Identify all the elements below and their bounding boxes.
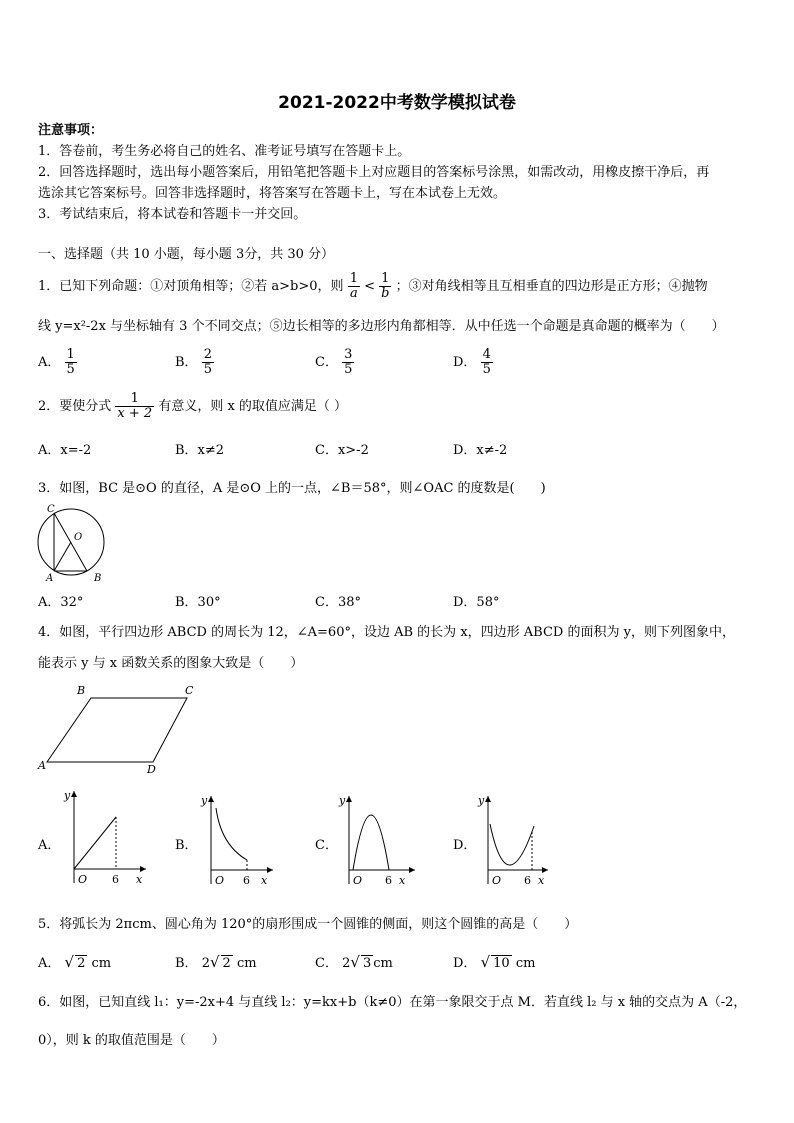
graph-origin: O bbox=[78, 873, 88, 886]
label-a: A bbox=[46, 573, 54, 584]
radicand: 2 bbox=[222, 956, 231, 971]
q3-option-b[interactable]: B．30° bbox=[175, 595, 221, 610]
question-3: 3．如图，BC 是⊙O 的直径，A 是⊙O 上的一点，∠B＝58°，则∠OAC 的度数是( ) bbox=[38, 481, 546, 496]
notice-item-1: 1．答卷前，考生务必将自己的姓名、准考证号填写在答题卡上。 bbox=[38, 144, 411, 159]
q1-less-than: < bbox=[364, 279, 376, 294]
fraction-denominator: 5 bbox=[66, 362, 75, 377]
graph-origin: O bbox=[353, 874, 363, 887]
option-letter: D． bbox=[453, 355, 477, 370]
q1-option-b[interactable] bbox=[175, 348, 214, 377]
q4-option-d[interactable]: D． bbox=[453, 838, 477, 853]
graph-tick-6: 6 bbox=[243, 874, 250, 887]
option-letter: C． bbox=[315, 355, 338, 370]
option-letter: B． bbox=[175, 956, 198, 971]
graph-b bbox=[197, 790, 277, 890]
parallelogram-figure bbox=[34, 682, 204, 777]
fraction-numerator: 1 bbox=[66, 347, 75, 362]
option-letter: C． bbox=[315, 956, 338, 971]
q4-option-b[interactable]: B． bbox=[175, 838, 198, 853]
q5-option-d[interactable] bbox=[453, 953, 535, 973]
sqrt-icon: √ bbox=[209, 953, 220, 971]
q3-option-a[interactable]: A．32° bbox=[38, 595, 84, 610]
q1-fraction-1b bbox=[379, 272, 391, 301]
option-letter: A． bbox=[38, 355, 61, 370]
option-letter: B． bbox=[175, 355, 198, 370]
sqrt-icon: √ bbox=[350, 953, 360, 971]
label-a: A bbox=[38, 759, 46, 772]
graph-y-label: y bbox=[64, 789, 71, 802]
graph-origin: O bbox=[215, 874, 225, 887]
radicand: 2 bbox=[77, 956, 86, 971]
circle-figure bbox=[34, 500, 114, 588]
label-o: O bbox=[74, 532, 83, 543]
question-4-line-1: 4．如图，平行四边形 ABCD 的周长为 12，∠A=60°，设边 AB 的长为 x，四边形 ABCD 的面积为 y，则下列图象中， bbox=[38, 625, 735, 640]
q5-option-c[interactable] bbox=[315, 953, 393, 973]
fraction-numerator: 3 bbox=[344, 347, 353, 362]
q5-option-b[interactable] bbox=[175, 953, 257, 973]
question-6-line-2: 0），则 k 的取值范围是（ ） bbox=[38, 1033, 225, 1048]
option-letter: D． bbox=[453, 956, 477, 971]
fraction-denominator: a bbox=[349, 286, 358, 301]
q4-option-c[interactable]: C． bbox=[315, 838, 338, 853]
graph-x-label: x bbox=[261, 874, 268, 887]
sqrt-icon: √ bbox=[64, 953, 75, 971]
q1-text-b: ；③对角线相等且互相垂直的四边形是正方形；④抛物 bbox=[395, 279, 708, 294]
q2-prefix: 2．要使分式 bbox=[38, 399, 112, 414]
graph-origin: O bbox=[492, 874, 502, 887]
sqrt-icon: √ bbox=[480, 953, 491, 971]
graph-tick-6: 6 bbox=[112, 873, 119, 886]
radicand: 3 bbox=[362, 956, 372, 971]
section-heading: 一、选择题（共 10 小题，每小题 3分，共 30 分） bbox=[38, 247, 335, 262]
q2-suffix: 有意义，则 x 的取值应满足（ ） bbox=[158, 399, 348, 414]
q1-option-d[interactable] bbox=[453, 348, 493, 377]
q1-option-a[interactable] bbox=[38, 348, 77, 377]
q1-option-c[interactable] bbox=[315, 348, 354, 377]
notice-item-2-cont: 选涂其它答案标号。回答非选择题时，将答案写在答题卡上，写在本试卷上无效。 bbox=[38, 186, 507, 201]
q2-option-d[interactable]: D．x≠-2 bbox=[453, 443, 508, 458]
fraction-numerator: 4 bbox=[482, 347, 491, 362]
fraction-numerator: 2 bbox=[203, 347, 212, 362]
question-4-line-2: 能表示 y 与 x 函数关系的图象大致是（ ） bbox=[38, 656, 304, 671]
label-b: B bbox=[94, 573, 102, 584]
notice-item-3: 3．考试结束后，将本试卷和答题卡一并交回。 bbox=[38, 207, 307, 222]
option-unit: cm bbox=[236, 956, 257, 971]
fraction-denominator: 5 bbox=[203, 362, 212, 377]
q1-text-a: 1．已知下列命题：①对顶角相等；②若 a>b>0，则 bbox=[38, 279, 344, 294]
question-1-line-1 bbox=[38, 272, 708, 301]
q5-option-a[interactable] bbox=[38, 953, 111, 973]
graph-y-label: y bbox=[201, 794, 208, 807]
q2-option-b[interactable]: B．x≠2 bbox=[175, 443, 225, 458]
fraction-numerator: 1 bbox=[349, 271, 358, 286]
graph-tick-6: 6 bbox=[524, 874, 531, 887]
notice-item-2: 2．回答选择题时，选出每小题答案后，用铅笔把答题卡上对应题目的答案标号涂黑，如需改动，用橡皮擦干净后，再 bbox=[38, 165, 710, 180]
option-unit: cm bbox=[373, 956, 393, 971]
radicand: 10 bbox=[493, 956, 510, 971]
fraction-denominator: 5 bbox=[482, 362, 491, 377]
q1-fraction-1a bbox=[348, 272, 360, 301]
label-b: B bbox=[77, 684, 86, 697]
q4-option-a[interactable]: A． bbox=[38, 838, 61, 853]
fraction-numerator: 1 bbox=[379, 272, 391, 287]
fraction-numerator: 1 bbox=[115, 392, 154, 407]
fraction-denominator: b bbox=[381, 286, 390, 301]
graph-c bbox=[335, 790, 420, 890]
q3-option-d[interactable]: D．58° bbox=[453, 595, 500, 610]
graph-a bbox=[60, 785, 150, 895]
label-d: D bbox=[147, 763, 156, 776]
fraction-denominator: 5 bbox=[344, 362, 353, 377]
label-c: C bbox=[47, 504, 55, 515]
question-1-line-2: 线 y=x²-2x 与坐标轴有 3 个不同交点；⑤边长相等的多边形内角都相等．从中任选一个命题是真命题的概率为（ ） bbox=[38, 319, 725, 334]
option-letter: A． bbox=[38, 956, 61, 971]
option-coefficient: 2 bbox=[201, 956, 210, 971]
fraction-denominator: x + 2 bbox=[117, 406, 153, 421]
question-6-line-1: 6．如图，已知直线 l₁：y=-2x+4 与直线 l₂：y=kx+b（k≠0）在第一象限交于点 M．若直线 l₂ 与 x 轴的交点为 A（-2， bbox=[38, 995, 747, 1010]
graph-d bbox=[474, 790, 554, 890]
notice-heading: 注意事项： bbox=[38, 123, 104, 138]
question-5: 5．将弧长为 2πcm、圆心角为 120°的扇形围成一个圆锥的侧面，则这个圆锥的高是（ ） bbox=[38, 917, 578, 932]
q3-option-c[interactable]: C．38° bbox=[315, 595, 361, 610]
q2-option-a[interactable]: A．x=-2 bbox=[38, 443, 92, 458]
label-c: C bbox=[185, 684, 194, 697]
graph-tick-6: 6 bbox=[385, 874, 392, 887]
option-coefficient: 2 bbox=[342, 956, 351, 971]
graph-y-label: y bbox=[339, 794, 346, 807]
q2-option-c[interactable]: C．x>-2 bbox=[315, 443, 369, 458]
graph-y-label: y bbox=[478, 794, 485, 807]
page-title: 2021-2022中考数学模拟试卷 bbox=[278, 93, 516, 113]
graph-x-label: x bbox=[399, 874, 406, 887]
question-2 bbox=[38, 392, 347, 421]
graph-x-label: x bbox=[136, 873, 143, 886]
option-unit: cm bbox=[91, 956, 112, 971]
graph-x-label: x bbox=[538, 874, 545, 887]
option-unit: cm bbox=[515, 956, 536, 971]
